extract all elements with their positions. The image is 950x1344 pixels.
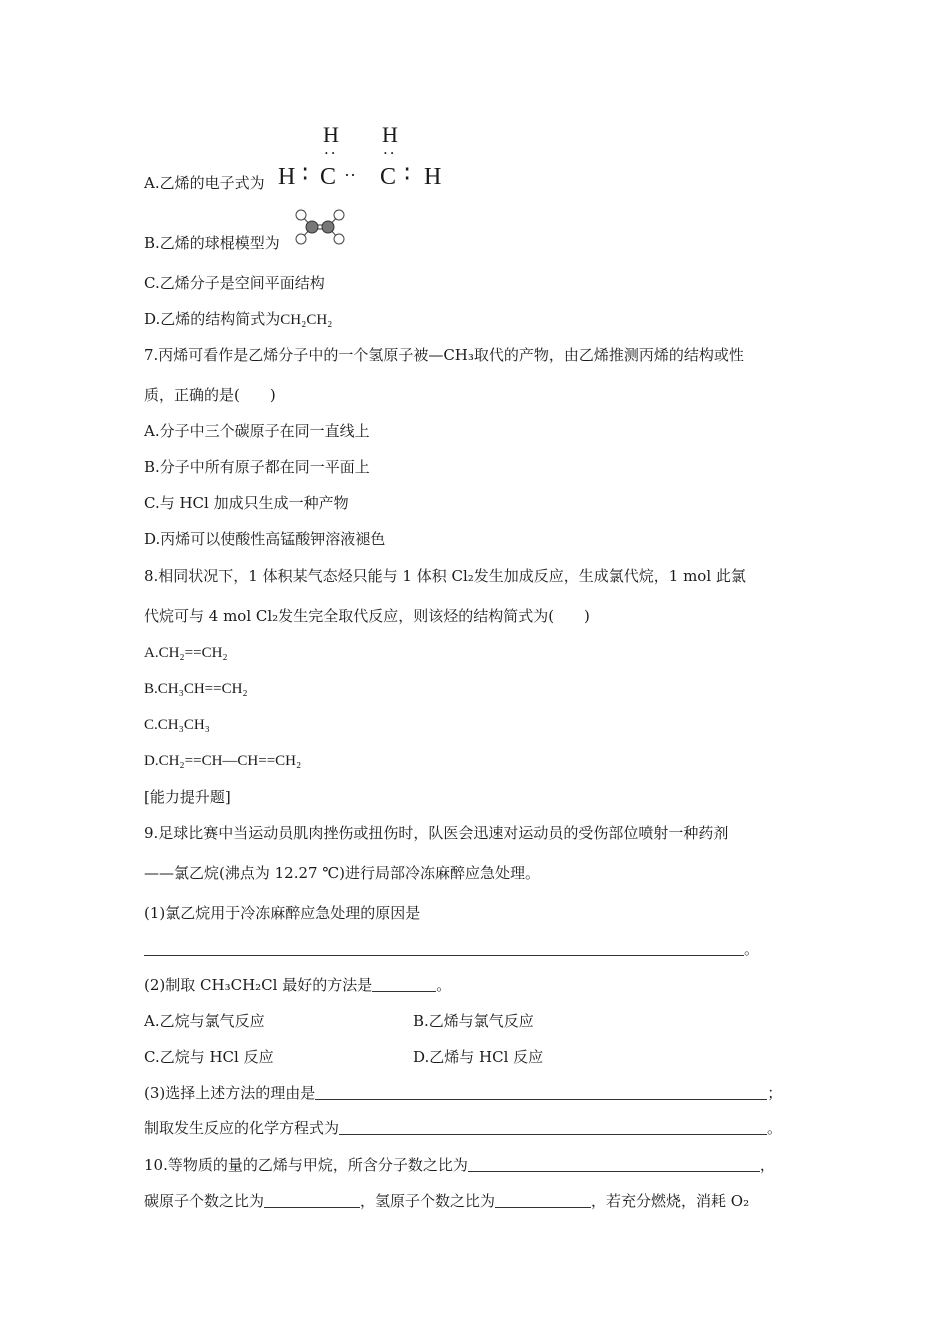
q9-part-2-end: 。 [436, 976, 452, 994]
q9-part-3-equation-text: 制取发生反应的化学方程式为 [144, 1119, 340, 1137]
q6-option-c: C.乙烯分子是空间平面结构 [144, 274, 325, 292]
q9-part-1: (1)氯乙烷用于冷冻麻醉应急处理的原因是 [144, 904, 421, 922]
q9-stem-line-2: ——氯乙烷(沸点为 12.27 ℃)进行局部冷冻麻醉应急处理。 [144, 864, 540, 882]
lewis-h-top-1: H [323, 122, 339, 147]
q8-stem-line-1: 8.相同状况下，1 体积某气态烃只能与 1 体积 Cl₂发生加成反应，生成氯代烷，1 mol 此氯 [144, 567, 746, 585]
q10-stem-line-2 [144, 1191, 749, 1211]
q9-option-b: B.乙烯与氯气反应 [413, 1012, 534, 1030]
lewis-h-top-2: H [382, 122, 398, 147]
q9-part-3-end: ； [767, 1084, 783, 1102]
q10-carbon-ratio-label: 碳原子个数之比为 [144, 1192, 265, 1210]
q7-option-d: D.丙烯可以使酸性高锰酸钾溶液褪色 [144, 530, 386, 548]
q9-part-2 [144, 975, 451, 995]
q9-part-3-text: (3)选择上述方法的理由是 [144, 1084, 316, 1102]
q7-stem-line-2: 质，正确的是( ) [144, 386, 276, 404]
q8-option-a: A.CH₂==CH₂ [144, 645, 228, 661]
lewis-dots-mid: ·· [344, 165, 356, 185]
q6-option-b [144, 233, 280, 253]
q6-option-d [144, 309, 332, 330]
q9-option-a: A.乙烷与氯气反应 [144, 1012, 265, 1030]
q10-stem-line-1 [144, 1155, 775, 1175]
lewis-c2: C [380, 164, 397, 190]
q6-option-b-text: B.乙烯的球棍模型为 [144, 234, 280, 252]
lewis-h-left: H [278, 164, 296, 190]
q9-part-3 [144, 1083, 782, 1103]
q9-part-3-equation-end: 。 [767, 1119, 783, 1137]
q10-line-1-end: ， [759, 1156, 775, 1174]
lewis-dots-top-1: ·· [324, 144, 338, 162]
lewis-h-right: H [424, 164, 442, 190]
q9-part-2-text: (2)制取 CH₃CH₂Cl 最好的方法是 [144, 976, 373, 994]
lewis-dots-top-2: ·· [383, 144, 397, 162]
q9-part-3-blank[interactable] [315, 1085, 767, 1100]
q9-part-2-blank[interactable] [372, 977, 436, 992]
q8-stem-line-2: 代烷可与 4 mol Cl₂发生完全取代反应，则该烃的结构简式为( ) [144, 607, 590, 625]
q6-option-a-text: A.乙烯的电子式为 [144, 174, 265, 192]
lewis-c1: C [320, 164, 337, 190]
q7-option-a: A.分子中三个碳原子在同一直线上 [144, 422, 370, 440]
q9-option-d: D.乙烯与 HCl 反应 [413, 1048, 544, 1066]
q9-part-1-end: 。 [744, 940, 760, 958]
q8-option-d: D.CH₂==CH—CH==CH₂ [144, 753, 302, 769]
q8-option-b: B.CH₃CH==CH₂ [144, 681, 248, 697]
q9-part-3-equation-blank[interactable] [339, 1120, 767, 1135]
q7-stem-line-1: 7.丙烯可看作是乙烯分子中的一个氢原子被—CH₃取代的产物，由乙烯推测丙烯的结构或性 [144, 346, 744, 364]
ball-stick-model-image [290, 206, 350, 246]
q10-molecule-ratio-blank[interactable] [468, 1157, 760, 1172]
lewis-colon-2: ∶ [404, 162, 411, 188]
q10-oxygen-text: ，若充分燃烧，消耗 O₂ [591, 1192, 750, 1210]
section-title: [能力提升题] [144, 788, 231, 806]
lewis-colon-1: ∶ [302, 162, 309, 188]
q6-option-a [144, 173, 265, 193]
q10-hydrogen-ratio-label: ，氢原子个数之比为 [360, 1192, 496, 1210]
q7-option-b: B.分子中所有原子都在同一平面上 [144, 458, 370, 476]
q9-part-1-answer [144, 939, 759, 959]
q10-carbon-ratio-blank[interactable] [264, 1193, 360, 1208]
q6-option-d-formula: CH₂CH₂ [280, 312, 333, 328]
q9-part-3-equation [144, 1118, 782, 1138]
q9-stem-line-1: 9.足球比赛中当运动员肌肉挫伤或扭伤时，队医会迅速对运动员的受伤部位喷射一种药剂 [144, 824, 729, 842]
q9-option-c: C.乙烷与 HCl 反应 [144, 1048, 274, 1066]
q8-option-c: C.CH₃CH₃ [144, 717, 210, 733]
q10-line-1-text: 10.等物质的量的乙烯与甲烷，所含分子数之比为 [144, 1156, 468, 1174]
q9-part-1-blank[interactable] [144, 941, 744, 956]
q10-hydrogen-ratio-blank[interactable] [495, 1193, 591, 1208]
q7-option-c: C.与 HCl 加成只生成一种产物 [144, 494, 349, 512]
q6-option-d-text: D.乙烯的结构简式为 [144, 310, 281, 328]
